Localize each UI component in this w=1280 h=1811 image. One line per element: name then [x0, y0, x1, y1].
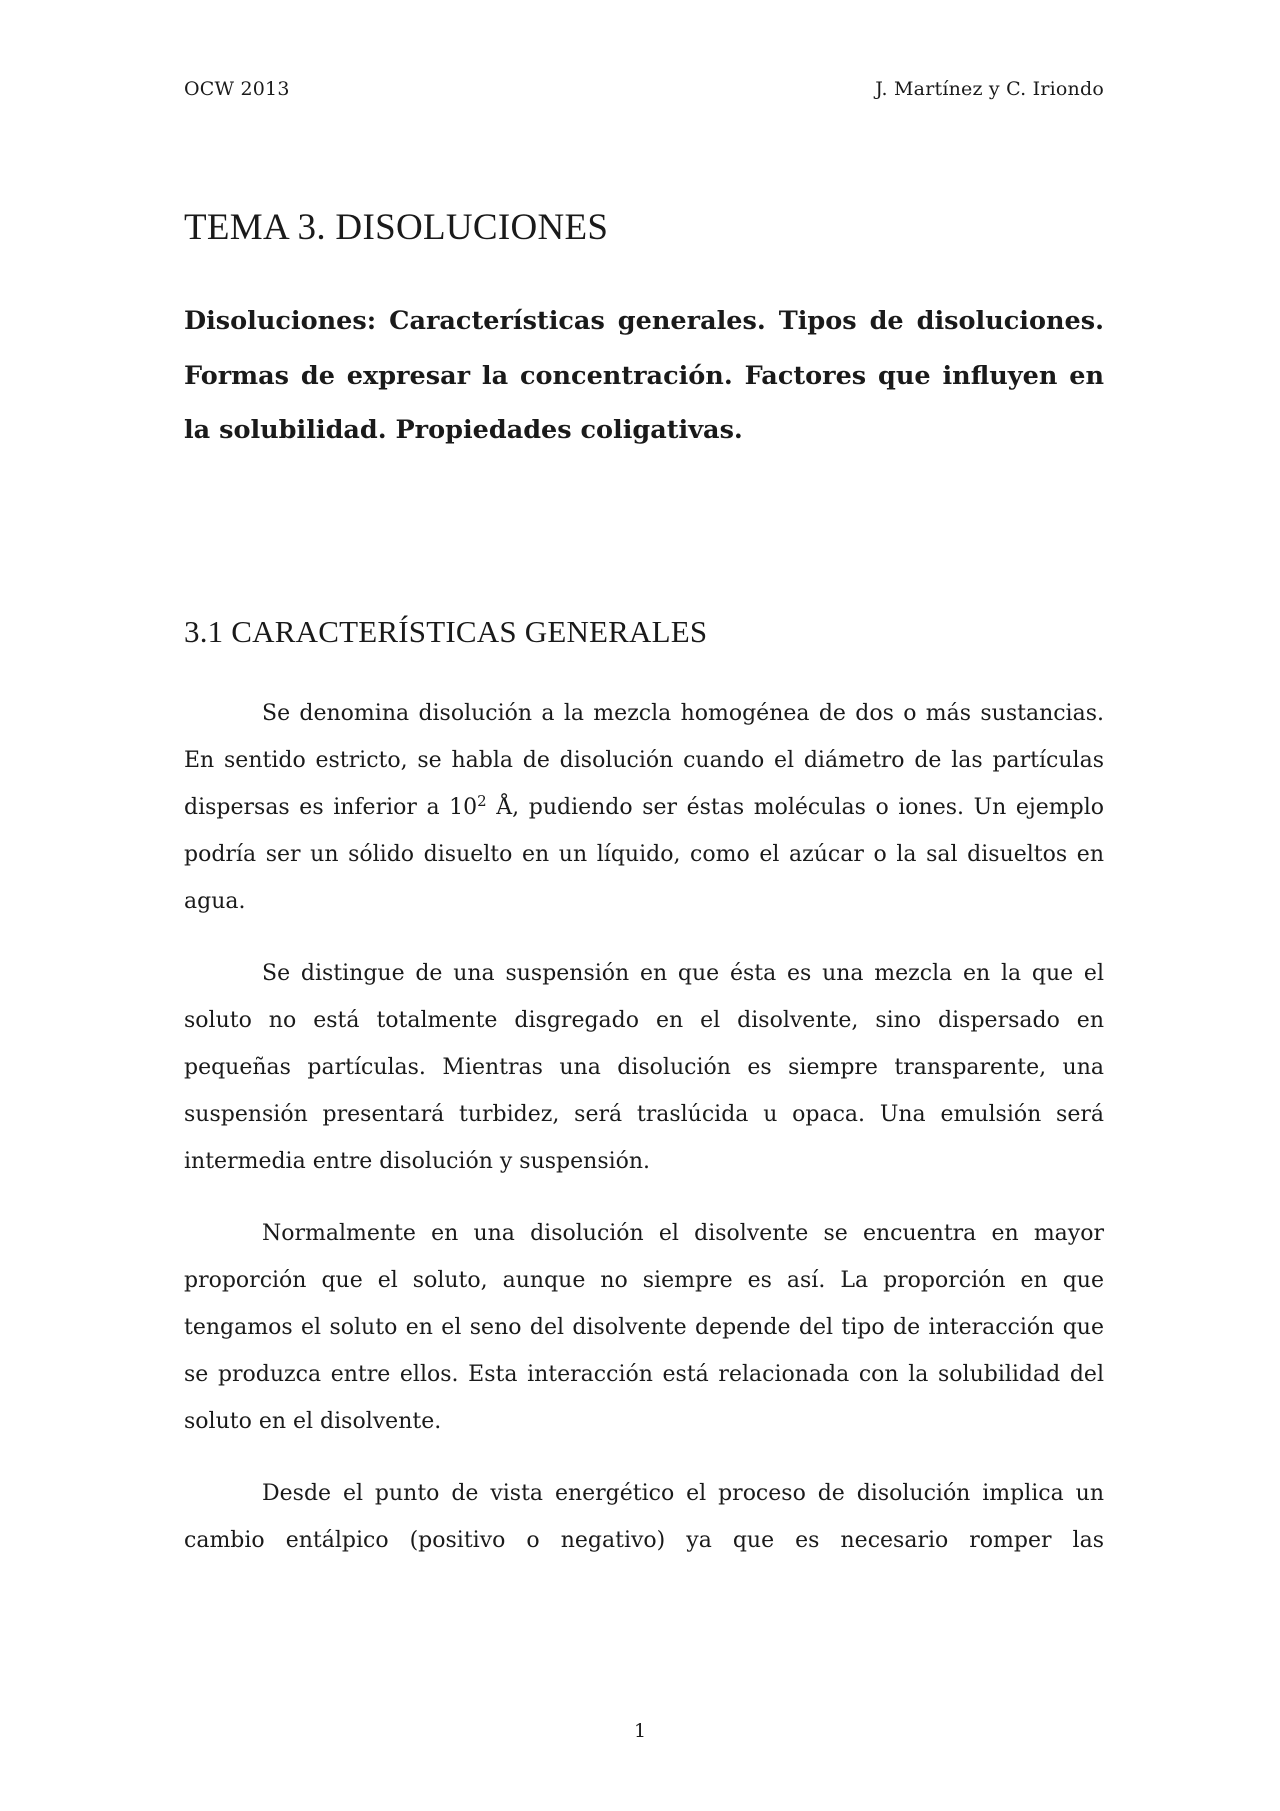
section-heading: 3.1 CARACTERÍSTICAS GENERALES: [184, 614, 708, 649]
header-authors: J. Martínez y C. Iriondo: [875, 78, 1104, 100]
paragraph-suspension: Se distingue de una suspensión en que ésta es una mezcla en la que el soluto no está totalmente disgregado en el disolvente, sino dispersado en pequeñas partículas. Mientras una disolución es siempre transparente, una suspensión presentará turbidez, será traslúcida u opaca. Una emulsión será intermedia entre disolución y suspensión.: [184, 961, 1104, 1174]
paragraph-text: Å, pudiendo ser éstas moléculas o iones. Un ejemplo podría ser un sólido disuelto en un líquido, como el azúcar o la sal disueltos en agua.: [184, 795, 1104, 914]
paragraph-text: Se denomina disolución a la mezcla homogénea de dos o más sustancias. En sentido estricto, se habla de disolución cuando el diámetro de las partículas dispersas es inferior a 10: [184, 701, 1104, 820]
chapter-summary: Disoluciones: Características generales. Tipos de disoluciones. Formas de expresar la concentración. Factores que influyen en la solubilidad. Propiedades coligativas.: [184, 306, 1104, 445]
header-course: OCW 2013: [184, 78, 290, 100]
paragraph-definition: [184, 690, 1104, 925]
paragraph-energy-line-1: Desde el punto de vista energético el proceso de disolución implica un: [262, 1481, 1104, 1506]
page-title: TEMA 3. DISOLUCIONES: [184, 207, 609, 248]
paragraph-energy-line-2: cambio entálpico (positivo o negativo) ya que es necesario romper las: [184, 1528, 1104, 1553]
superscript-exponent: 2: [477, 791, 487, 810]
page-number: 1: [633, 1720, 647, 1742]
running-header: [184, 78, 1104, 100]
paragraph-proportion: Normalmente en una disolución el disolvente se encuentra en mayor proporción que el soluto, aunque no siempre es así. La proporción en que tengamos el soluto en el seno del disolvente depende del tipo de interacción que se produzca entre ellos. Esta interacción está relacionada con la solubilidad del soluto en el disolvente.: [184, 1221, 1104, 1434]
